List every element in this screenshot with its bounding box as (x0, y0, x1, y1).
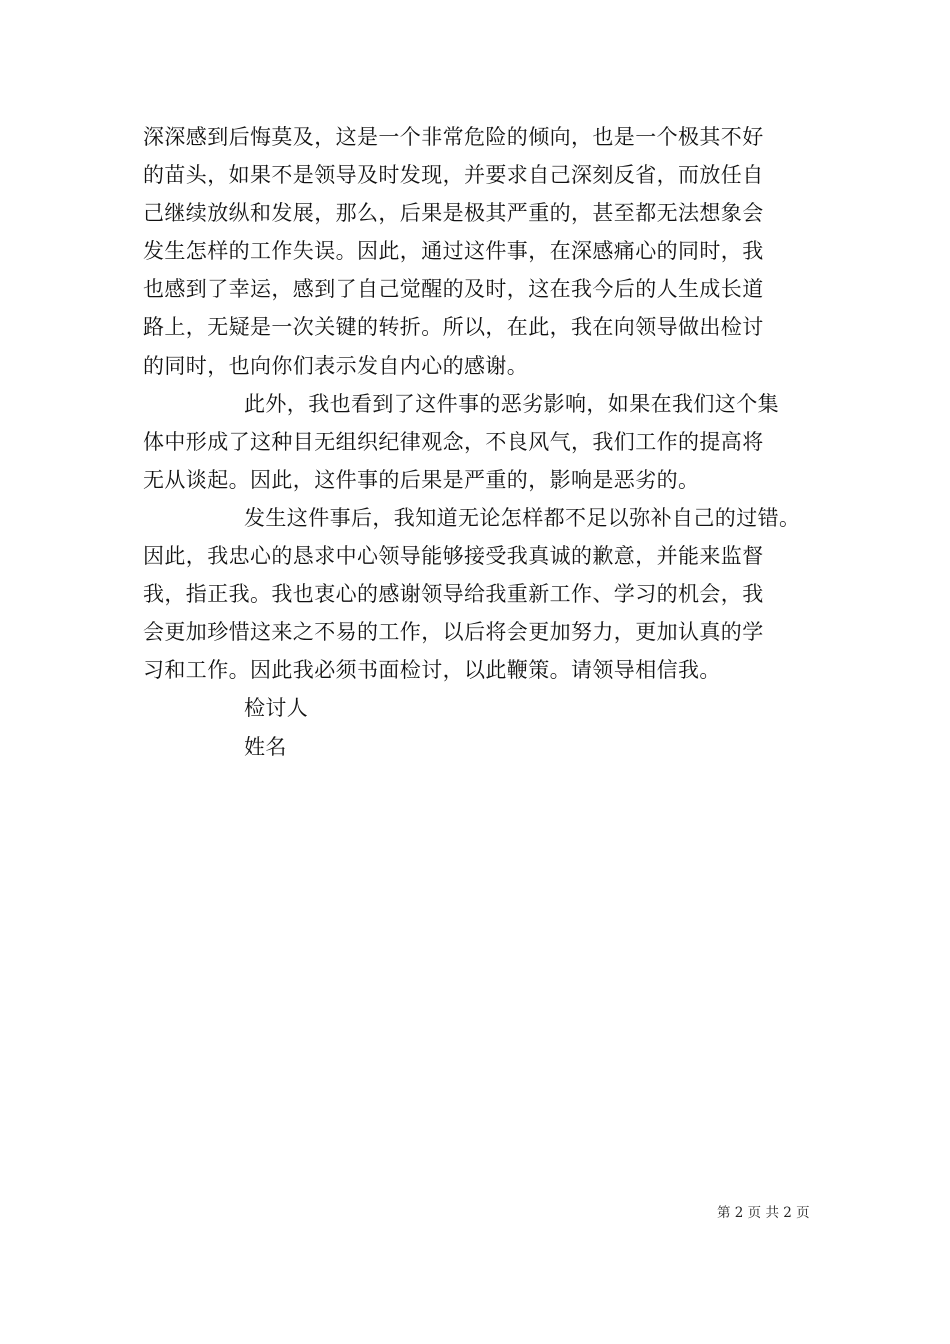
text-line: 发生怎样的工作失误。因此，通过这件事，在深感痛心的同时，我 (143, 239, 764, 264)
text-line: 会更加珍惜这来之不易的工作，以后将会更加努力，更加认真的学 (143, 620, 764, 645)
name-label: 姓名 (244, 734, 287, 759)
text-line: 路上，无疑是一次关键的转折。所以，在此，我在向领导做出检讨 (143, 315, 764, 340)
text-line: 因此，我忠心的恳求中心领导能够接受我真诚的歉意，并能来监督 (143, 544, 764, 569)
text-line: 深深感到后悔莫及，这是一个非常危险的倾向，也是一个极其不好 (143, 125, 764, 149)
page-number-footer: 第 2 页 共 2 页 (717, 1205, 810, 1221)
text-line: 也感到了幸运，感到了自己觉醒的及时，这在我今后的人生成长道 (143, 277, 764, 302)
paragraph-start-line: 此外，我也看到了这件事的恶劣影响，如果在我们这个集 (244, 391, 779, 416)
text-line: 体中形成了这种目无组织纪律观念，不良风气，我们工作的提高将 (143, 429, 764, 454)
document-body (143, 118, 823, 766)
signature-label: 检讨人 (244, 696, 309, 721)
text-line: 我，指正我。我也衷心的感谢领导给我重新工作、学习的机会，我 (143, 582, 764, 607)
text-line: 己继续放纵和发展，那么，后果是极其严重的，甚至都无法想象会 (143, 201, 764, 226)
text-line: 的同时，也向你们表示发自内心的感谢。 (143, 353, 529, 378)
paragraph-start-line: 发生这件事后，我知道无论怎样都不足以弥补自己的过错。 (244, 505, 801, 530)
text-line: 的苗头，如果不是领导及时发现，并要求自己深刻反省，而放任自 (143, 163, 764, 188)
text-line: 习和工作。因此我必须书面检讨，以此鞭策。请领导相信我。 (143, 658, 721, 683)
text-line: 无从谈起。因此，这件事的后果是严重的，影响是恶劣的。 (143, 467, 700, 492)
